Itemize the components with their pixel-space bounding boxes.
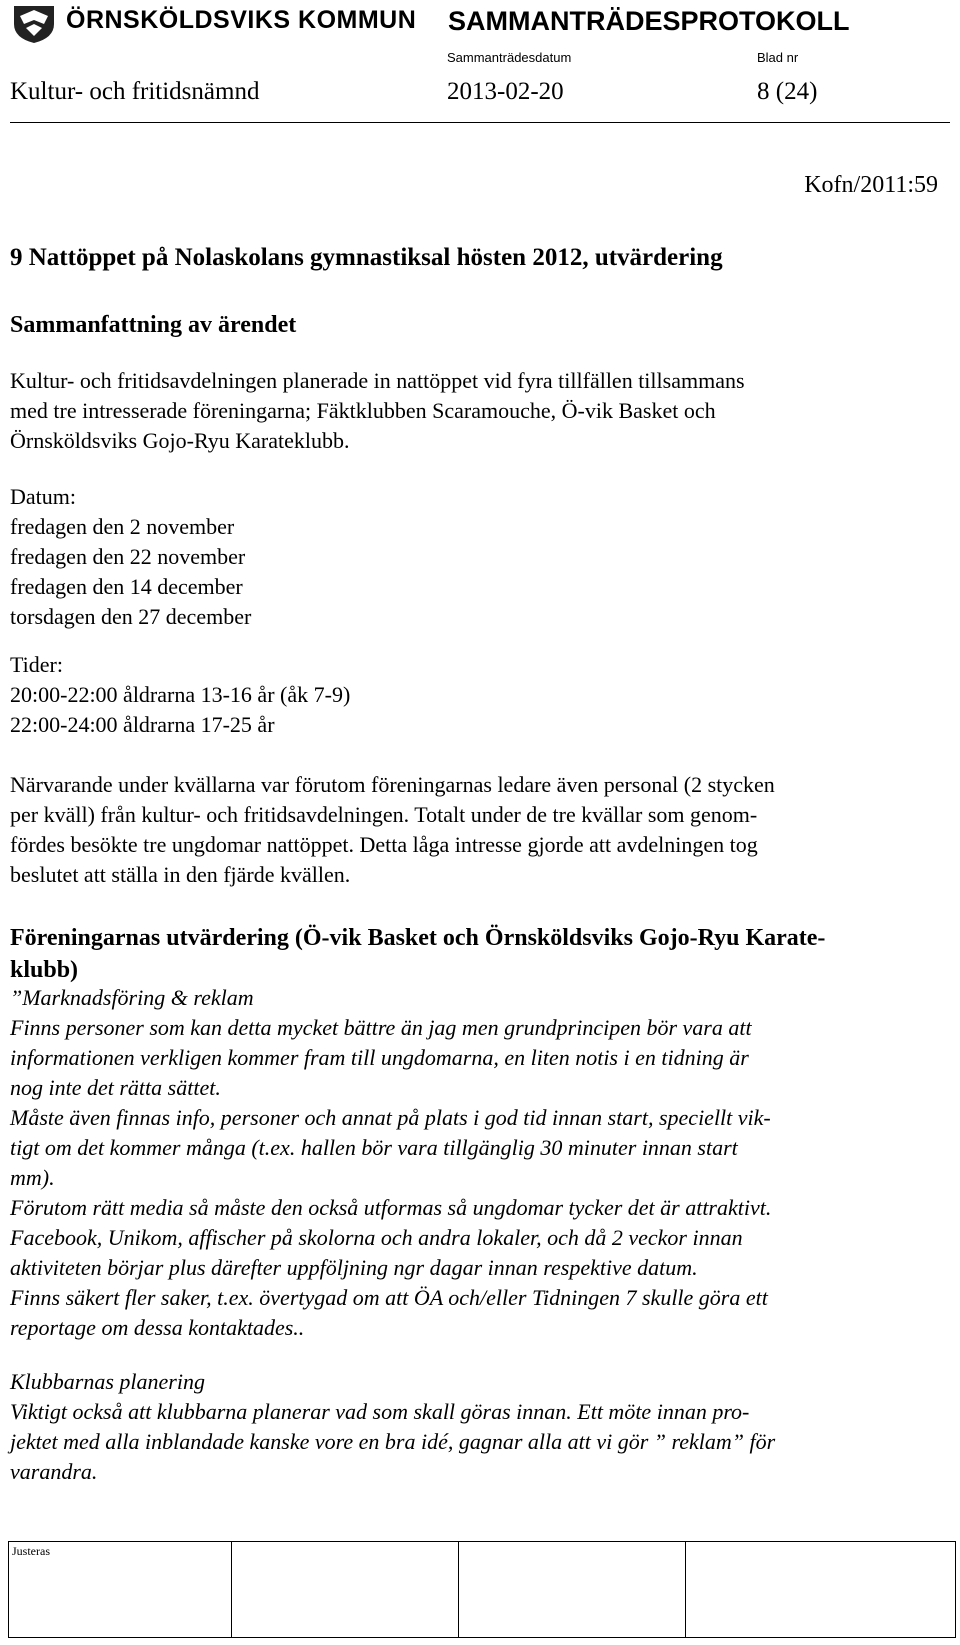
text-line: Måste även finnas info, personer och annat på plats i god tid innan start, speciellt vik- <box>10 1105 771 1130</box>
heading-line: klubb) <box>10 957 79 983</box>
text-line: reportage om dessa kontaktades.. <box>10 1315 305 1340</box>
text-line: tigt om det kommer många (t.ex. hallen bör vara tillgänglig 30 minuter innan start <box>10 1135 738 1160</box>
coat-of-arms-icon <box>10 2 58 44</box>
section-title: 9 Nattöppet på Nolaskolans gymnastiksal hösten 2012, utvärdering <box>10 244 723 271</box>
summary-paragraph <box>10 366 745 456</box>
text-line: beslutet att ställa in den fjärde kvällen. <box>10 862 351 887</box>
justeras-label: Justeras <box>12 1544 50 1558</box>
text-line: nog inte det rätta sättet. <box>10 1075 221 1100</box>
meeting-date: 2013-02-20 <box>447 78 564 105</box>
text-line: per kväll) från kultur- och fritidsavdelningen. Totalt under de tre kvällar som genom- <box>10 802 758 827</box>
text-line: ”Marknadsföring & reklam <box>10 985 254 1010</box>
signature-cell <box>9 1542 232 1638</box>
time-item: 22:00-24:00 åldrarna 17-25 år <box>10 712 275 737</box>
signature-cell <box>459 1542 686 1638</box>
text-line: varandra. <box>10 1459 98 1484</box>
club-planning-block <box>10 1367 775 1487</box>
header-divider <box>10 122 950 123</box>
committee-name: Kultur- och fritidsnämnd <box>10 78 260 105</box>
text-line: Örnsköldsviks Gojo-Ryu Karateklubb. <box>10 428 350 453</box>
text-line: Facebook, Unikom, affischer på skolorna och andra lokaler, och då 2 veckor innan <box>10 1225 743 1250</box>
text-line: Finns säkert fler saker, t.ex. övertygad om att ÖA och/eller Tidningen 7 skulle göra ett <box>10 1285 768 1310</box>
evaluation-heading <box>10 922 825 986</box>
page-number: 8 (24) <box>757 78 818 105</box>
heading-line: Föreningarnas utvärdering (Ö-vik Basket och Örnsköldsviks Gojo-Ryu Karate- <box>10 925 826 951</box>
page-label: Blad nr <box>757 50 799 65</box>
case-reference: Kofn/2011:59 <box>804 172 938 198</box>
club-heading: Klubbarnas planering <box>10 1369 205 1394</box>
text-line: Finns personer som kan detta mycket bättre än jag men grundprincipen bör vara att <box>10 1015 752 1040</box>
text-line: aktiviteten börjar plus därefter uppföljning ngr dagar innan respektive datum. <box>10 1255 698 1280</box>
time-item: 20:00-22:00 åldrarna 13-16 år (åk 7-9) <box>10 682 351 707</box>
times-heading: Tider: <box>10 652 63 677</box>
text-line: fördes besökte tre ungdomar nattöppet. Detta låga intresse gjorde att avdelningen tog <box>10 832 758 857</box>
times-block <box>10 650 350 740</box>
signature-cell <box>232 1542 459 1638</box>
text-line: Närvarande under kvällarna var förutom föreningarnas ledare även personal (2 stycken <box>10 772 775 797</box>
date-item: torsdagen den 27 december <box>10 604 252 629</box>
signature-table <box>8 1541 956 1638</box>
text-line: informationen verkligen kommer fram till ungdomarna, en liten notis i en tidning är <box>10 1045 749 1070</box>
org-name: ÖRNSKÖLDSVIKS KOMMUN <box>66 6 417 34</box>
text-line: Viktigt också att klubbarna planerar vad som skall göras innan. Ett möte innan pro- <box>10 1399 750 1424</box>
text-line: jektet med alla inblandade kanske vore en bra idé, gagnar alla att vi gör ” reklam” för <box>10 1429 776 1454</box>
date-item: fredagen den 2 november <box>10 514 235 539</box>
evaluation-quote <box>10 983 771 1343</box>
text-line: Förutom rätt media så måste den också utformas så ungdomar tycker det är attraktivt. <box>10 1195 772 1220</box>
dates-heading: Datum: <box>10 484 76 509</box>
date-item: fredagen den 14 december <box>10 574 243 599</box>
dates-block <box>10 482 251 632</box>
text-line: med tre intresserade föreningarna; Fäktklubben Scaramouche, Ö-vik Basket och <box>10 398 716 423</box>
summary-heading: Sammanfattning av ärendet <box>10 312 297 338</box>
document-title: SAMMANTRÄDESPROTOKOLL <box>448 6 850 36</box>
date-label: Sammanträdesdatum <box>447 50 572 65</box>
signature-cell <box>686 1542 956 1638</box>
text-line: Kultur- och fritidsavdelningen planerade in nattöppet vid fyra tillfällen tillsammans <box>10 368 745 393</box>
date-item: fredagen den 22 november <box>10 544 246 569</box>
text-line: mm). <box>10 1165 55 1190</box>
attendance-paragraph <box>10 770 775 890</box>
